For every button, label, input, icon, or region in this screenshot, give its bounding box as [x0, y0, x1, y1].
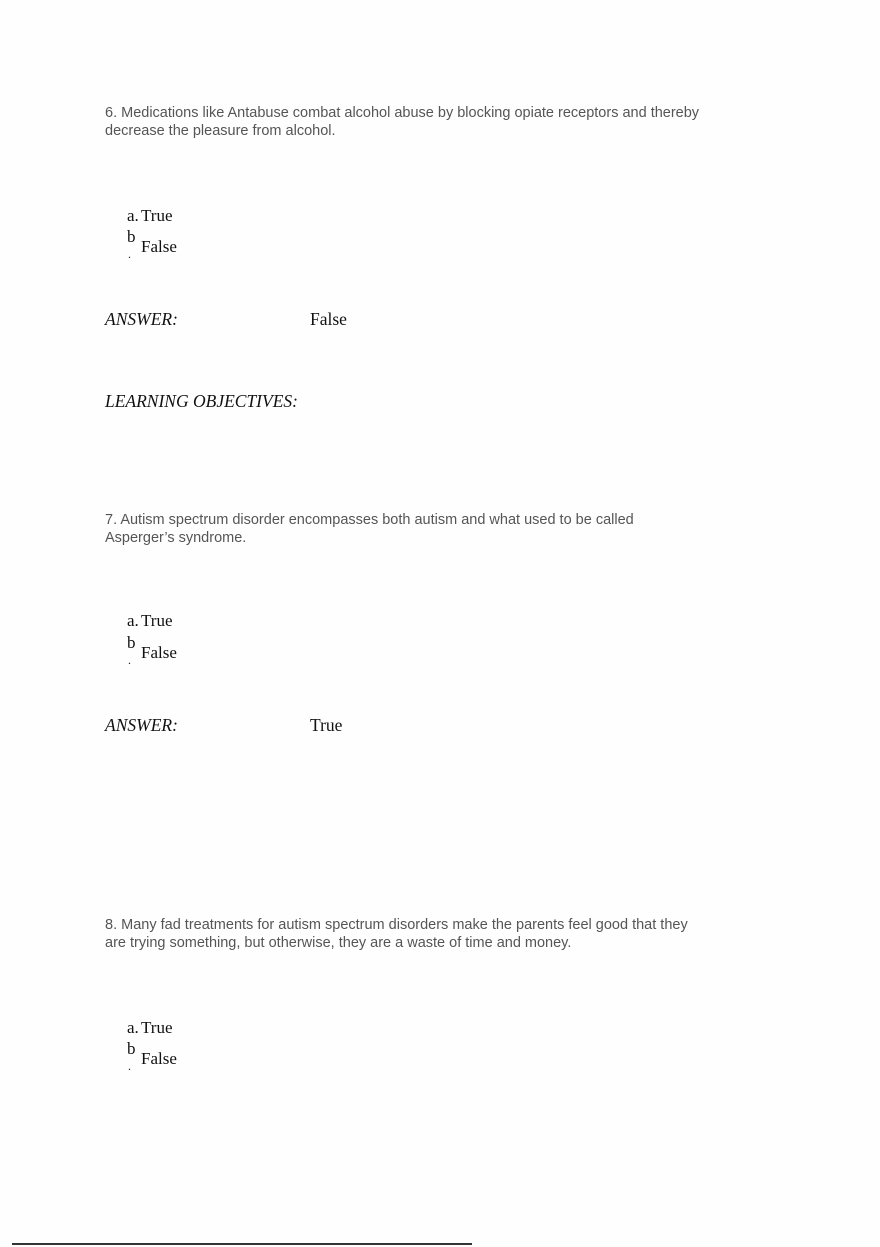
option-b-dot: .	[128, 247, 131, 261]
option-a-true: True	[141, 1018, 173, 1037]
question-6-text: 6. Medications like Antabuse combat alcohol abuse by blocking opiate receptors and thereby decrease the pleasure from alcohol.	[105, 105, 700, 139]
option-a-letter: a.	[127, 206, 139, 225]
question-8-text: 8. Many fad treatments for autism spectrum disorders make the parents feel good that they are trying something, but otherwise, they are a waste of time and money.	[105, 917, 688, 951]
option-b-dot: .	[128, 653, 131, 667]
option-b-false: False	[141, 643, 177, 662]
answer-value: True	[310, 715, 343, 735]
option-b-letter: b	[127, 227, 136, 246]
option-a-true: True	[141, 611, 173, 630]
answer-value: False	[310, 309, 347, 329]
question-7-text: 7. Autism spectrum disorder encompasses both autism and what used to be called Asperger’s syndrome.	[105, 512, 634, 546]
option-a-letter: a.	[127, 611, 139, 630]
option-b-letter: b	[127, 1039, 136, 1058]
option-a-letter: a.	[127, 1018, 139, 1037]
learning-objectives-label: LEARNING OBJECTIVES:	[105, 391, 298, 411]
footer-divider	[12, 1243, 472, 1245]
option-b-dot: .	[128, 1059, 131, 1073]
option-b-letter: b	[127, 633, 136, 652]
answer-label: ANSWER:	[105, 715, 178, 735]
answer-label: ANSWER:	[105, 309, 178, 329]
option-b-false: False	[141, 1049, 177, 1068]
option-a-true: True	[141, 206, 173, 225]
option-b-false: False	[141, 237, 177, 256]
